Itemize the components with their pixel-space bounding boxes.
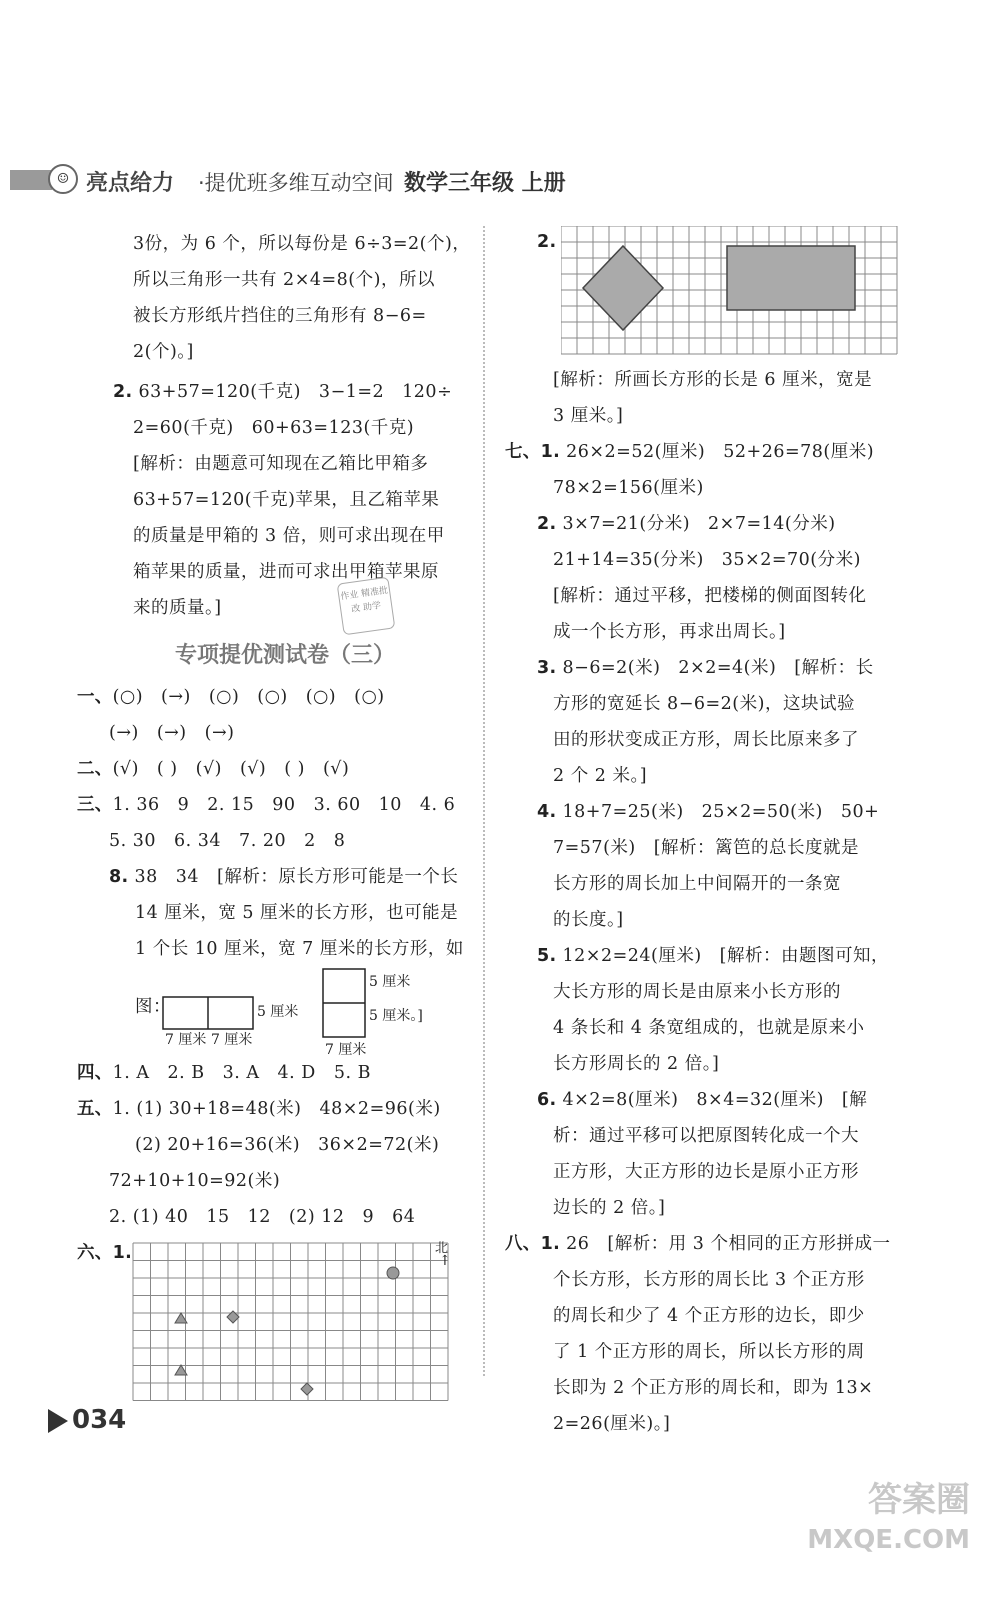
text-line: 箱苹果的质量，进而可求出甲箱苹果原	[133, 562, 439, 582]
question-number: 8.	[109, 867, 129, 887]
text-line: 大长方形的周长是由原来小长方形的	[553, 982, 841, 1002]
rectangle-figures	[135, 967, 485, 1058]
text-line: 析：通过平移可以把原图转化成一个大	[553, 1126, 859, 1146]
question-number: 2.	[113, 382, 133, 402]
north-arrow-icon: ↑	[439, 1253, 451, 1269]
text-line: 正方形，大正方形的边长是原小正方形	[553, 1162, 859, 1182]
text-line: 2(个)。]	[133, 342, 194, 362]
question-number: 5.	[537, 946, 557, 966]
diamond-marker	[301, 1383, 313, 1395]
text-line: 1. (1) 30+18=48(米) 48×2=96(米)	[112, 1099, 441, 1119]
part-label: 八、1.	[505, 1234, 561, 1254]
text-line: 3份，为 6 个，所以每份是 6÷3=2(个)，	[133, 234, 471, 254]
text-line: 1. A 2. B 3. A 4. D 5. B	[112, 1063, 371, 1083]
drawing-grid	[561, 226, 901, 356]
text-line: 来的质量。]	[133, 598, 222, 618]
text-line: 2=60(千克) 60+63=123(千克)	[133, 418, 415, 438]
left-column	[77, 226, 485, 1405]
part-five	[77, 1091, 485, 1235]
coordinate-grid	[129, 1241, 449, 1401]
answer-block-prev	[85, 226, 485, 370]
dim-label: 7 厘米	[165, 1032, 207, 1048]
text-line: 2. (1) 40 15 12 (2) 12 9 64	[109, 1207, 416, 1227]
part-label: 四、	[77, 1063, 113, 1083]
text-line: 78×2=156(厘米)	[553, 478, 704, 498]
text-line: (2) 20+16=36(米) 36×2=72(米)	[135, 1135, 440, 1155]
text-line: (√) ( ) (√) (√) ( ) (√)	[112, 759, 350, 779]
homework-stamp: 作业 精准批改 助学	[337, 577, 396, 636]
text-line: 所以三角形一共有 2×4=8(个)，所以	[133, 270, 435, 290]
drawn-square	[583, 246, 663, 330]
page-number-text: 034	[72, 1405, 127, 1435]
text-line: 3 厘米。]	[553, 406, 624, 426]
text-line: 21+14=35(分米) 35×2=70(分米)	[553, 550, 861, 570]
part-label: 六、1.	[77, 1243, 133, 1263]
brand-subtitle: ·提优班多维互动空间	[198, 171, 394, 195]
book-title: 数学三年级 上册	[404, 171, 566, 196]
header-decor-bar	[10, 170, 52, 190]
text-line: 成一个长方形，再求出周长。]	[553, 622, 786, 642]
text-line: 田的形状变成正方形，周长比原来多了	[553, 730, 859, 750]
section-title: 专项提优测试卷（三）	[174, 643, 395, 668]
text-line: 72+10+10=92(米)	[109, 1171, 281, 1191]
text-line: 2=26(厘米)。]	[553, 1414, 671, 1434]
note-r2	[505, 362, 915, 434]
text-line: 2 个 2 米。]	[553, 766, 648, 786]
text-line: 的周长和少了 4 个正方形的边长，即少	[553, 1306, 865, 1326]
text-line: [解析：通过平移，把楼梯的侧面图转化	[553, 586, 867, 606]
question-number: 3.	[537, 658, 557, 678]
drawn-rectangle	[727, 246, 855, 310]
figure-prefix: 图：	[135, 997, 171, 1017]
part-three	[77, 787, 485, 1058]
watermark-text: 答案圈	[868, 1480, 970, 1520]
answer-block-r2	[505, 226, 915, 356]
text-line: 1. 36 9 2. 15 90 3. 60 10 4. 6	[112, 795, 456, 815]
text-line: 26×2=52(厘米) 52+26=78(厘米)	[566, 442, 875, 462]
text-line: 8−6=2(米) 2×2=4(米) [解析：长	[562, 658, 874, 678]
text-line: 的质量是甲箱的 3 倍，则可求出现在甲	[133, 526, 445, 546]
part-label: 二、	[77, 759, 113, 779]
text-line: 4 条长和 4 条宽组成的，也就是原来小	[553, 1018, 865, 1038]
text-line: 63+57=120(千克) 3−1=2 120÷	[138, 382, 453, 402]
part-label: 七、1.	[505, 442, 561, 462]
text-line: [解析：由题意可知现在乙箱比甲箱多	[133, 454, 429, 474]
watermark	[807, 1480, 970, 1560]
text-line: 26 [解析：用 3 个相同的正方形拼成一	[566, 1234, 891, 1254]
text-line: 38 34 [解析：原长方形可能是一个长	[134, 867, 459, 887]
part-label: 三、	[77, 795, 113, 815]
question-number: 2.	[537, 232, 557, 252]
text-line: 长即为 2 个正方形的周长和，即为 13×	[553, 1378, 874, 1398]
text-line: 长方形周长的 2 倍。]	[553, 1054, 720, 1074]
text-line: 方形的宽延长 8−6=2(米)，这块试验	[553, 694, 855, 714]
answer-block-q2	[85, 374, 485, 626]
watermark-url: MXQE.COM	[807, 1525, 970, 1555]
page-marker-icon	[48, 1409, 68, 1433]
dim-label: 7 厘米	[325, 1042, 367, 1058]
text-line: 边长的 2 倍。]	[553, 1198, 666, 1218]
part-one	[77, 679, 485, 751]
text-line: 了 1 个正方形的周长，所以长方形的周	[553, 1342, 865, 1362]
question-number: 2.	[537, 514, 557, 534]
text-line: (→) (→) (→)	[109, 723, 235, 743]
text-line: 3×7=21(分米) 2×7=14(分米)	[562, 514, 836, 534]
part-label: 一、	[77, 687, 113, 707]
text-line: 被长方形纸片挡住的三角形有 8−6=	[133, 306, 427, 326]
text-line: 18+7=25(米) 25×2=50(米) 50+	[562, 802, 880, 822]
part-two	[77, 751, 485, 787]
brand-name: 亮点给力	[86, 171, 175, 196]
part-eight	[505, 1226, 915, 1442]
text-line: 63+57=120(千克)苹果，且乙箱苹果	[133, 490, 440, 510]
text-line: 1 个长 10 厘米，宽 7 厘米的长方形，如	[135, 939, 464, 959]
text-line: 4×2=8(厘米) 8×4=32(厘米) [解	[562, 1090, 868, 1110]
part-six	[77, 1235, 485, 1405]
text-line: 12×2=24(厘米) [解析：由题图可知，	[562, 946, 889, 966]
north-label: 北	[435, 1241, 449, 1256]
text-line: 个长方形，长方形的周长比 3 个正方形	[553, 1270, 865, 1290]
circle-marker	[387, 1267, 399, 1279]
question-number: 6.	[537, 1090, 557, 1110]
brand-logo-icon: ☺	[48, 164, 78, 194]
page-header	[0, 162, 1000, 198]
part-label: 五、	[77, 1099, 113, 1119]
text-line: (○) (→) (○) (○) (○) (○)	[112, 687, 385, 707]
question-number: 4.	[537, 802, 557, 822]
right-column	[505, 226, 915, 1442]
part-seven	[505, 434, 915, 1226]
part-four	[77, 1055, 485, 1091]
dim-label: 7 厘米	[211, 1032, 253, 1048]
dim-label: 5 厘米	[257, 1004, 299, 1020]
text-line: 14 厘米，宽 5 厘米的长方形，也可能是	[135, 903, 459, 923]
text-line: 7=57(米) [解析：篱笆的总长度就是	[553, 838, 860, 858]
text-line: 长方形的周长加上中间隔开的一条宽	[553, 874, 841, 894]
page-number	[48, 1405, 126, 1435]
text-line: 的长度。]	[553, 910, 624, 930]
dim-label: 5 厘米	[369, 974, 411, 990]
dim-label: 5 厘米。]	[369, 1008, 423, 1024]
text-line: [解析：所画长方形的长是 6 厘米，宽是	[553, 370, 873, 390]
text-line: 5. 30 6. 34 7. 20 2 8	[109, 831, 346, 851]
